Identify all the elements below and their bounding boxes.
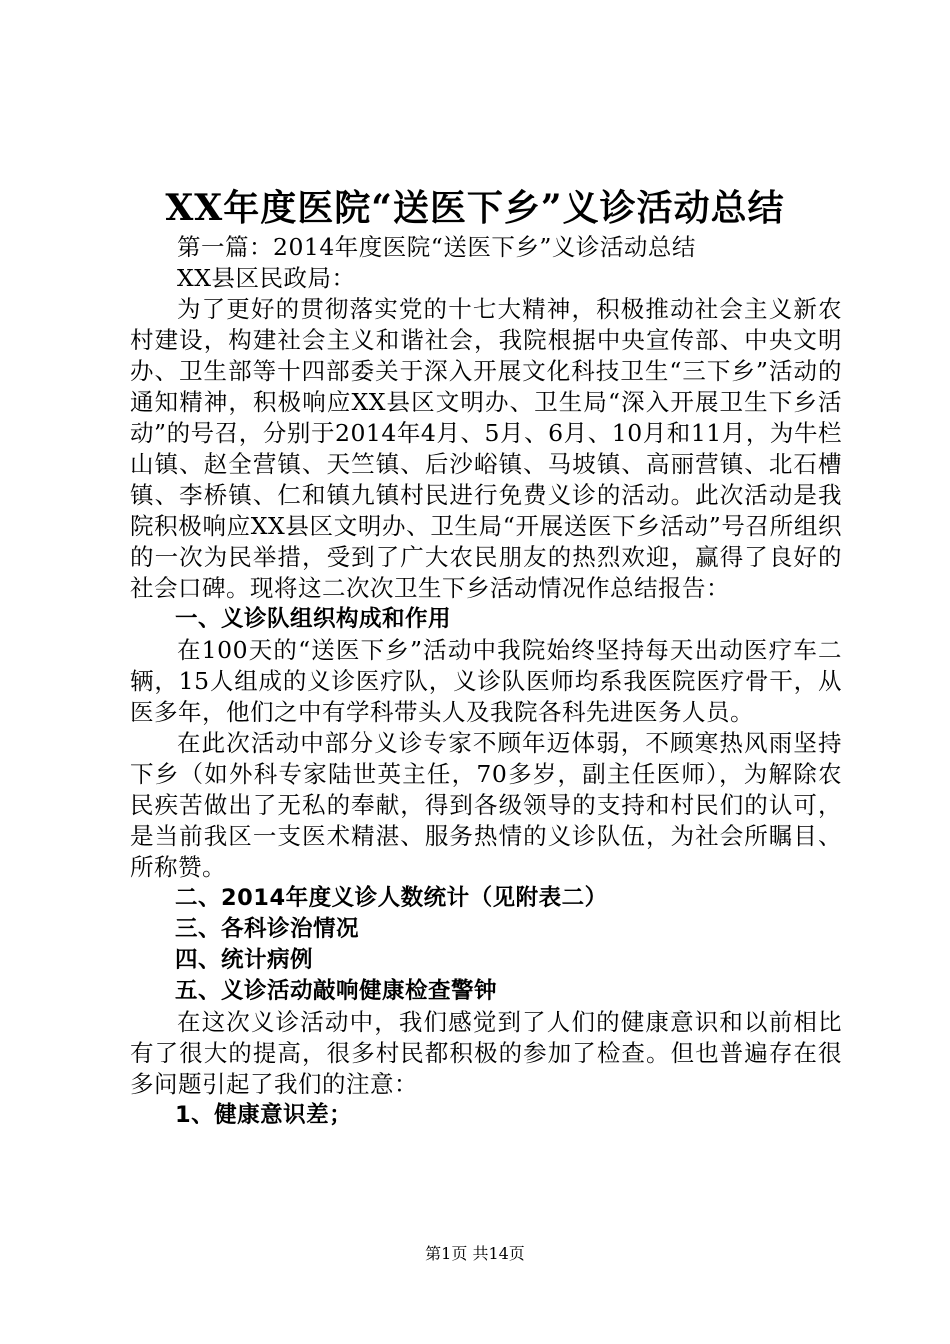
document-body [130, 232, 842, 1131]
section-heading-team: 一、义诊队组织构成和作用 [175, 606, 452, 632]
section-heading-warning: 五、义诊活动敲响健康检查警钟 [175, 978, 498, 1004]
section-heading-statistics: 二、2014年度义诊人数统计（见附表二） [175, 885, 608, 911]
addressee-line: XX县区民政局： [177, 264, 356, 292]
section-heading-departments: 三、各科诊治情况 [175, 916, 360, 942]
document-title: XX年度医院“送医下乡”义诊活动总结 [165, 187, 785, 229]
subheading-awareness: 1、健康意识差； [175, 1102, 353, 1128]
subtitle-line: 第一篇：2014年度医院“送医下乡”义诊活动总结 [177, 233, 696, 261]
awareness-paragraph: 在这次义诊活动中，我们感觉到了人们的健康意识和以前相比有了很大的提高，很多村民都积极的参加了检查。但也普遍存在很多问题引起了我们的注意： [130, 1008, 842, 1098]
intro-paragraph: 为了更好的贯彻落实党的十七大精神，积极推动社会主义新农村建设，构建社会主义和谐社会，我院根据中央宣传部、中央文明办、卫生部等十四部委关于深入开展文化科技卫生“三下乡”活动的通知精神，积极响应XX县区文明办、卫生局“深入开展卫生下乡活动”的号召，分别于2014年4月、5月、6月、10月和11月，为牛栏山镇、赵全营镇、天竺镇、后沙峪镇、马坡镇、高丽营镇、北石槽镇、李桥镇、仁和镇九镇村民进行免费义诊的活动。此次活动是我院积极响应XX县区文明办、卫生局“开展送医下乡活动”号召所组织的一次为民举措，受到了广大农民朋友的热烈欢迎，赢得了良好的社会口碑。现将这二次次卫生下乡活动情况作总结报告： [130, 295, 842, 602]
experts-paragraph: 在此次活动中部分义诊专家不顾年迈体弱，不顾寒热风雨坚持下乡（如外科专家陆世英主任，70多岁，副主任医师），为解除农民疾苦做出了无私的奉献，得到各级领导的支持和村民们的认可，是当前我区一支医术精湛、服务热情的义诊队伍，为社会所瞩目、所称赞。 [130, 729, 842, 881]
section-heading-cases: 四、统计病例 [175, 947, 314, 973]
team-paragraph: 在100天的“送医下乡”活动中我院始终坚持每天出动医疗车二辆，15人组成的义诊医疗队，义诊队医师均系我医院医疗骨干，从医多年，他们之中有学科带头人及我院各科先进医务人员。 [130, 636, 842, 726]
page-footer: 第1页 共14页 [425, 1244, 525, 1263]
